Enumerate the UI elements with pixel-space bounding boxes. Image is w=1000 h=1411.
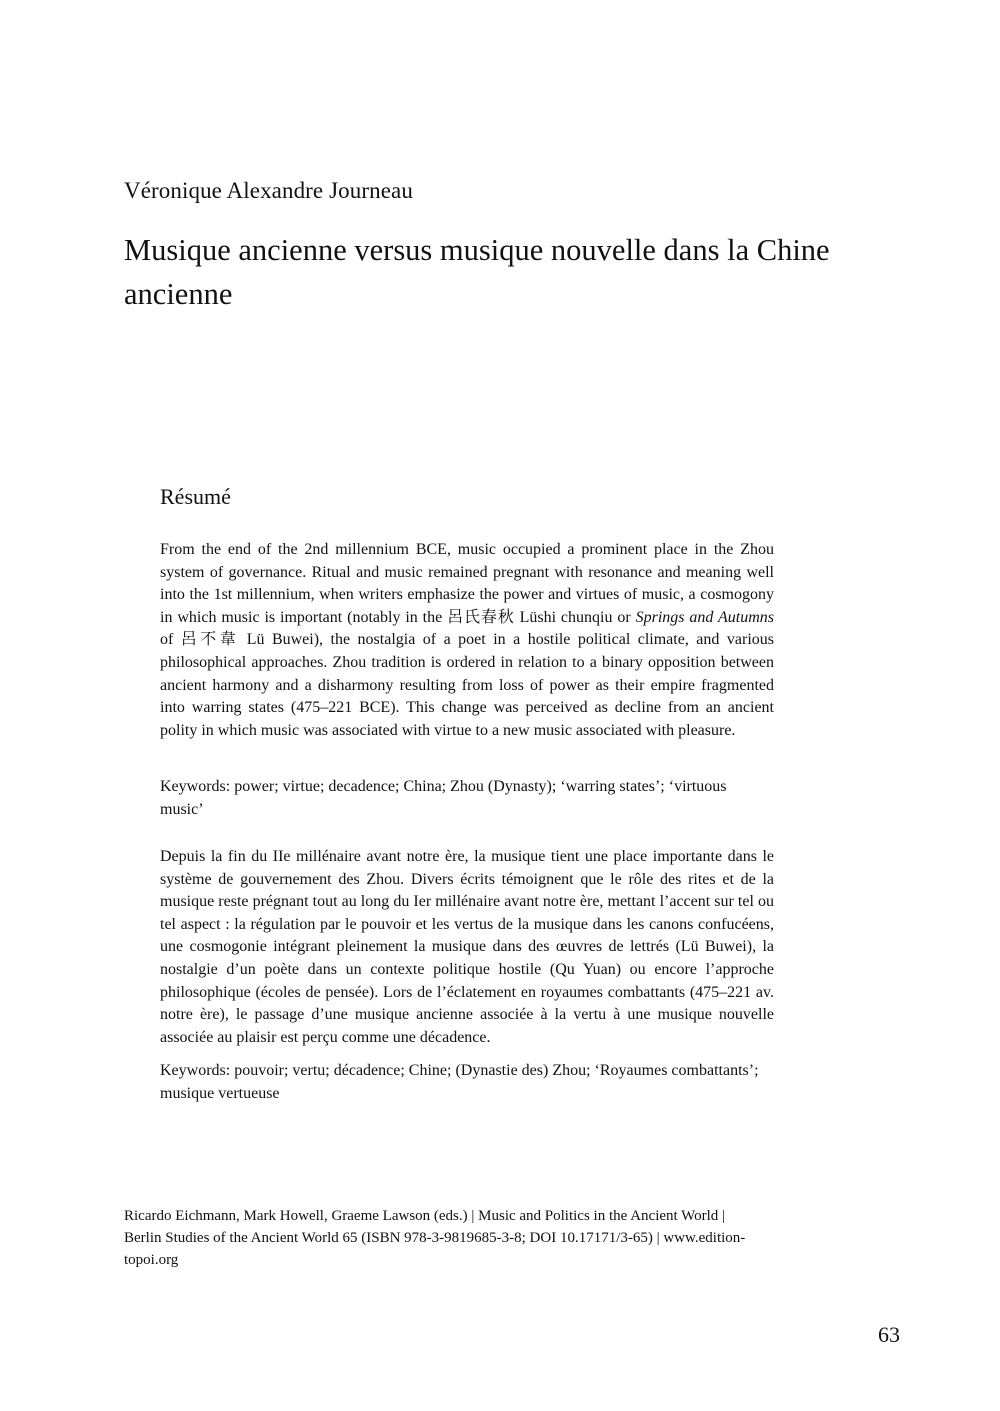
page-number: 63 — [878, 1322, 900, 1347]
abstract-english — [160, 539, 774, 742]
article-title: Musique ancienne versus musique nouvelle dans la Chine ancienne — [124, 233, 830, 311]
author-name: Véronique Alexandre Journeau — [124, 178, 413, 203]
abstract-french: Depuis la fin du IIe millénaire avant notre ère, la musique tient une place importante dans le système de gouvernement des Zhou. Divers écrits témoignent que le rôle des rites et de la musique reste prégnant tout au long du Ier millénaire avant notre ère, mettant l’accent sur tel ou tel aspect : la régulation par le pouvoir et les vertus de la musique dans les canons confucéens, une cosmogonie intégrant pleinement la musique dans des œuvres de lettrés (Lü Buwei), la nostalgie d’un poète dans un contexte politique hostile (Qu Yuan) ou encore l’approche philosophique (écoles de pensée). Lors de l’éclatement en royaumes combattants (475–221 av. notre ère), le passage d’une musique ancienne associée à la vertu à une musique nouvelle associée au plaisir est perçu comme une décadence. — [160, 848, 774, 1046]
citation-footer: Ricardo Eichmann, Mark Howell, Graeme Lawson (eds.) | Music and Politics in the Ancient World | Berlin Studies of the Ancient World 65 (ISBN 978-3-9819685-3-8; DOI 10.17171/3-65) | www.edition-topoi.org — [124, 1208, 746, 1268]
abstract-english-part-2: of 呂不韋 Lü Buwei), the nostalgia of a poet in a hostile political climate, and various philosophical approaches. Zhou tradition is ordered in relation to a binary opposition between ancient harmony and a disharmony resulting from loss of power as their empire fragmented into warring states (475–221 BCE). This change was perceived as decline from an ancient polity in which music was associated with virtue to a new music associated with pleasure. — [160, 631, 774, 739]
keywords-french: Keywords: pouvoir; vertu; décadence; Chine; (Dynastie des) Zhou; ‘Royaumes combattants’; musique vertueuse — [160, 1062, 759, 1102]
abstract-english-part-1: From the end of the 2nd millennium BCE, music occupied a prominent place in the Zhou system of governance. Ritual and music remained pregnant with resonance and meaning well into the 1st millennium, when writers emphasize the power and virtues of music, a cosmogony in which music is important (notably in the 呂氏春秋 Lüshi chunqiu or — [160, 541, 774, 626]
abstract-english-italic-title: Springs and Autumns — [635, 608, 774, 626]
keywords-english: Keywords: power; virtue; decadence; China; Zhou (Dynasty); ‘warring states’; ‘virtuous music’ — [160, 778, 727, 818]
resume-heading: Résumé — [160, 484, 231, 509]
